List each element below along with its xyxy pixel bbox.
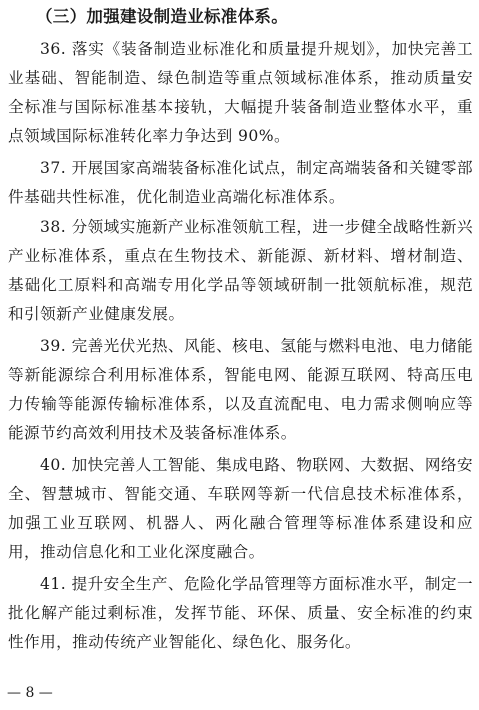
paragraph-37: 37. 开展国家高端装备标准化试点，制定高端装备和关键零部件基础共性标准，优化制造业高端化标准体系。 <box>8 159 473 206</box>
paragraph-40: 40. 加快完善人工智能、集成电路、物联网、大数据、网络安全、智慧城市、智能交通、车联网等新一代信息技术标准体系，加强工业互联网、机器人、两化融合管理等标准体系建设和应用，推动信息化和工业化深度融合。 <box>8 456 473 561</box>
paragraph-39: 39. 完善光伏光热、风能、核电、氢能与燃料电池、电力储能等新能源综合利用标准体系，智能电网、能源互联网、特高压电力传输等能源传输标准体系，以及直流配电、电力需求侧响应等能源节约高效利用技术及装备标准体系。 <box>8 337 473 442</box>
page-number: — 8 — <box>7 685 53 701</box>
paragraph-36: 36. 落实《装备制造业标准化和质量提升规划》，加快完善工业基础、智能制造、绿色制造等重点领域标准体系，推动质量安全标准与国际标准基本接轨，大幅提升装备制造业整体水平，重点领域国际标准转化率力争达到 90%。 <box>8 40 473 145</box>
paragraph-41: 41. 提升安全生产、危险化学品管理等方面标准水平，制定一批化解产能过剩标准，发挥节能、环保、质量、安全标准的约束性作用，推动传统产业智能化、绿色化、服务化。 <box>8 575 473 651</box>
section-heading: （三）加强建设制造业标准体系。 <box>36 7 288 26</box>
paragraph-38: 38. 分领域实施新产业标准领航工程，进一步健全战略性新兴产业标准体系，重点在生物技术、新能源、新材料、增材制造、基础化工原料和高端专用化学品等领域研制一批领航标准，规范和引领新产业健康发展。 <box>8 218 473 323</box>
